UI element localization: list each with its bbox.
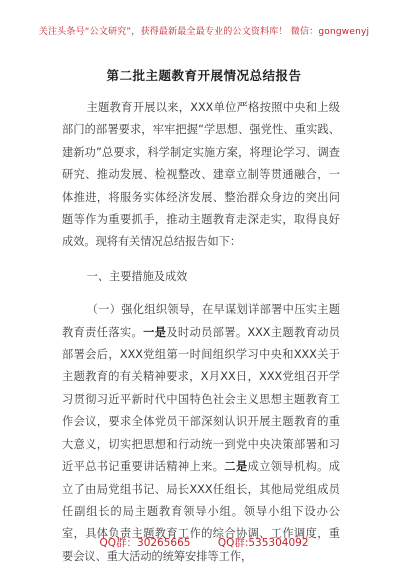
document-body	[62, 97, 340, 568]
measures-paragraph	[62, 299, 340, 568]
measure-text-second: 成立领导机构。成立了由局党组书记、局长XXX任组长，其他局党组成员任副组长的局主题教育领导小组。领导小组下设办公室，具体负责主题教育工作的综合协调、工作调度，重要会议、重大活动的统筹安排等工作，	[62, 460, 340, 563]
footer-contacts	[0, 535, 408, 550]
section-heading: 一、主要措施及成效	[86, 269, 188, 283]
measure-text-first: 及时动员部署。XXX主题教育动员部署会后，XXX党组第一时间组织学习中央和XXX关于主题教育的有关精神要求，X月XX日，XXX党组召开学习贯彻习近平新时代中国特色社会主义思想主题教育工作会议，要求全体党员干部深刻认识开展主题教育的重大意义，切实把思想和行动统一到党中央决策部署和习近平总书记重要讲话精神上来。	[62, 325, 340, 474]
document-title: 第二批主题教育开展情况总结报告	[106, 68, 302, 83]
footer-qq-group-1: QQ群：30265665	[99, 537, 191, 549]
keyword-second: 二是	[224, 460, 248, 474]
header-promo-note: 关注头条号“公文研究”，获得最新最全最专业的公文资料库！ 微信：gongwenyj	[38, 27, 370, 37]
measure-lead: （一）强化组织领导，在早谋划详部署中压实主题教育责任落实。	[62, 303, 340, 339]
intro-paragraph: 主题教育开展以来，XXX单位严格按照中央和上级部门的部署要求，牢牢把握“学思想、强党性、重实践、建新功”总要求，科学制定实施方案，将理论学习、调查研究、推动发展、检视整改、建章立制等贯通融合，一体推进，将服务实体经济发展、整治群众身边的突出问题等作为重要抓手，推动主题教育走深走实，取得良好成效。现将有关情况总结报告如下：	[62, 101, 340, 249]
footer-qq-group-2: QQ群:535304092	[217, 537, 309, 549]
keyword-first: 一是	[143, 325, 167, 339]
